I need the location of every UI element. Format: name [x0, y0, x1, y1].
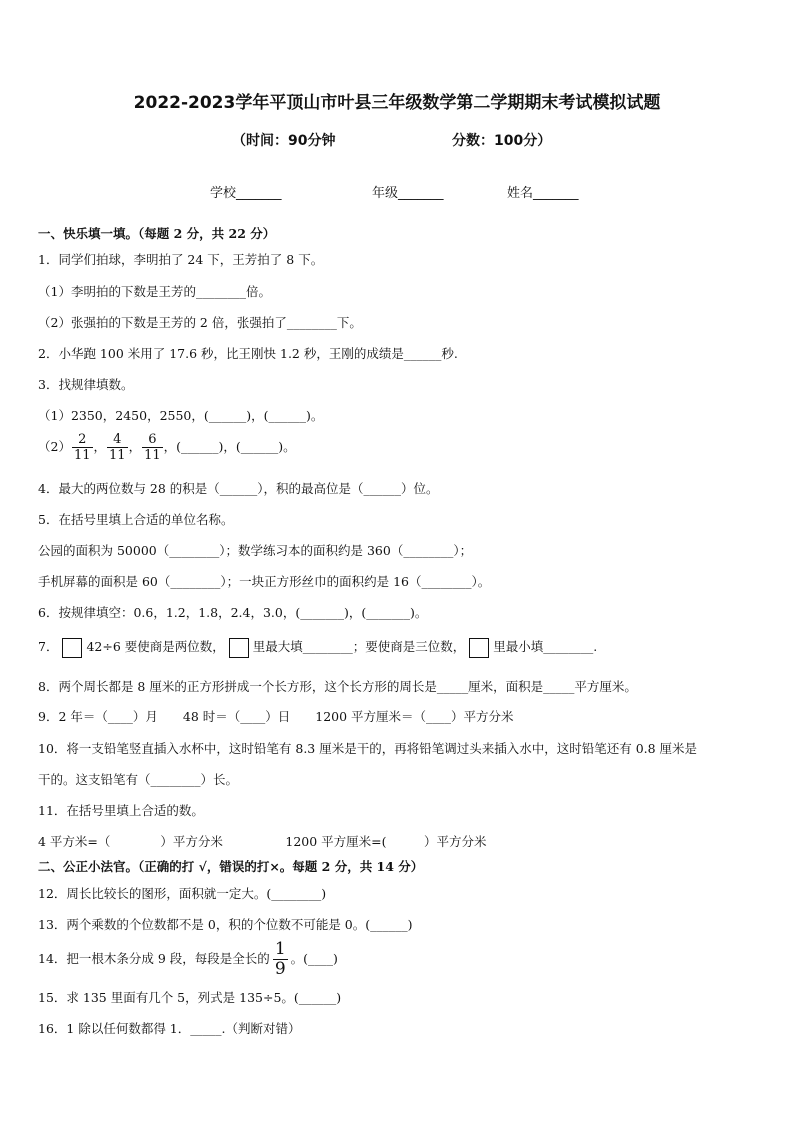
question-13: 13．两个乘数的个位数都不是 0，积的个位数不可能是 0。(______) [38, 917, 413, 932]
question-1-part-2: （2）张强拍的下数是王芳的 2 倍，张强拍了________下。 [38, 315, 362, 330]
question-5-line-1: 公园的面积为 50000（________）；数学练习本的面积约是 360（________）； [38, 543, 473, 558]
question-9: 9．2 年＝（____）月 48 时＝（____）日 1200 平方厘米＝（____）平方分米 [38, 709, 514, 724]
question-6: 6．按规律填空：0.6，1.2，1.8，2.4，3.0，(_______)，(_______)。 [38, 605, 428, 620]
question-16: 16．1 除以任何数都得 1．_____.（判断对错） [38, 1021, 301, 1036]
q3b-sep-1: ， [93, 439, 107, 454]
question-12: 12．周长比较长的图形，面积就一定大。(________) [38, 886, 327, 901]
q7-part-a: 42÷6 要使商是两位数， [86, 639, 225, 654]
question-2: 2．小华跑 100 米用了 17.6 秒，比王刚快 1.2 秒，王刚的成绩是______秒. [38, 346, 458, 361]
q3b-prefix: （2） [38, 439, 71, 454]
school-field: 学校_______ [210, 186, 282, 201]
question-11-line: 4 平方米=（ ）平方分米 1200 平方厘米=( ）平方分米 [38, 834, 487, 849]
q3b-suffix: ，(______)，(______)。 [163, 439, 296, 454]
fraction-numerator: 2 [72, 432, 93, 448]
fraction-numerator: 4 [107, 432, 128, 448]
fraction-denominator: 11 [73, 448, 91, 463]
fraction-1-9 [273, 940, 288, 979]
question-7 [38, 637, 597, 658]
q14-suffix: 。(____) [290, 951, 338, 966]
fraction-numerator: 6 [142, 432, 163, 448]
section-2-heading: 二、公正小法官。（正确的打 √，错误的打×。每题 2 分，共 14 分） [38, 859, 424, 874]
fraction-6-11 [142, 432, 163, 463]
fraction-denominator: 9 [274, 959, 286, 979]
q7-part-c: 里最小填________. [493, 639, 598, 654]
exam-title: 2022-2023学年平顶山市叶县三年级数学第二学期期末考试模拟试题 [133, 93, 661, 113]
question-4: 4．最大的两位数与 28 的积是（______），积的最高位是（______）位。 [38, 481, 439, 496]
question-15: 15．求 135 里面有几个 5，列式是 135÷5。(______) [38, 990, 342, 1005]
question-1-part-1: （1）李明拍的下数是王芳的________倍。 [38, 284, 271, 299]
question-1: 1．同学们拍球，李明拍了 24 下，王芳拍了 8 下。 [38, 252, 324, 267]
question-14 [38, 940, 338, 979]
fraction-denominator: 11 [144, 448, 161, 463]
question-8: 8．两个周长都是 8 厘米的正方形拼成一个长方形，这个长方形的周长是_____厘米，面积是_____平方厘米。 [38, 679, 637, 694]
question-11: 11．在括号里填上合适的数。 [38, 803, 204, 818]
question-10-line-2: 干的。这支铅笔有（________）长。 [38, 772, 239, 787]
exam-time: （时间：90分钟 [232, 133, 336, 149]
answer-box[interactable] [62, 638, 82, 658]
question-10-line-1: 10．将一支铅笔竖直插入水杯中，这时铅笔有 8.3 厘米是干的，再将铅笔调过头来插入水中，这时铅笔还有 0.8 厘米是 [38, 741, 698, 756]
grade-field: 年级_______ [372, 186, 444, 201]
question-5-line-2: 手机屏幕的面积是 60（________）；一块正方形丝巾的面积约是 16（________）。 [38, 574, 491, 589]
question-3: 3．找规律填数。 [38, 377, 134, 392]
answer-box[interactable] [229, 638, 249, 658]
exam-score: 分数：100分） [452, 133, 552, 149]
q14-prefix: 14．把一根木条分成 9 段，每段是全长的 [38, 951, 270, 966]
question-3-part-2 [38, 432, 296, 463]
fraction-numerator: 1 [274, 939, 286, 959]
q7-prefix: 7． [38, 639, 59, 654]
name-field: 姓名_______ [507, 186, 579, 201]
fraction-2-11 [72, 432, 93, 463]
fraction-denominator: 11 [109, 448, 126, 463]
question-3-part-1: （1）2350，2450，2550，(______)，(______)。 [38, 408, 324, 423]
fraction-4-11 [107, 432, 128, 463]
answer-box[interactable] [469, 638, 489, 658]
q7-part-b: 里最大填________；要使商是三位数， [252, 639, 466, 654]
section-1-heading: 一、快乐填一填。（每题 2 分，共 22 分） [38, 226, 276, 241]
question-5: 5．在括号里填上合适的单位名称。 [38, 512, 234, 527]
q3b-sep-2: ， [128, 439, 142, 454]
